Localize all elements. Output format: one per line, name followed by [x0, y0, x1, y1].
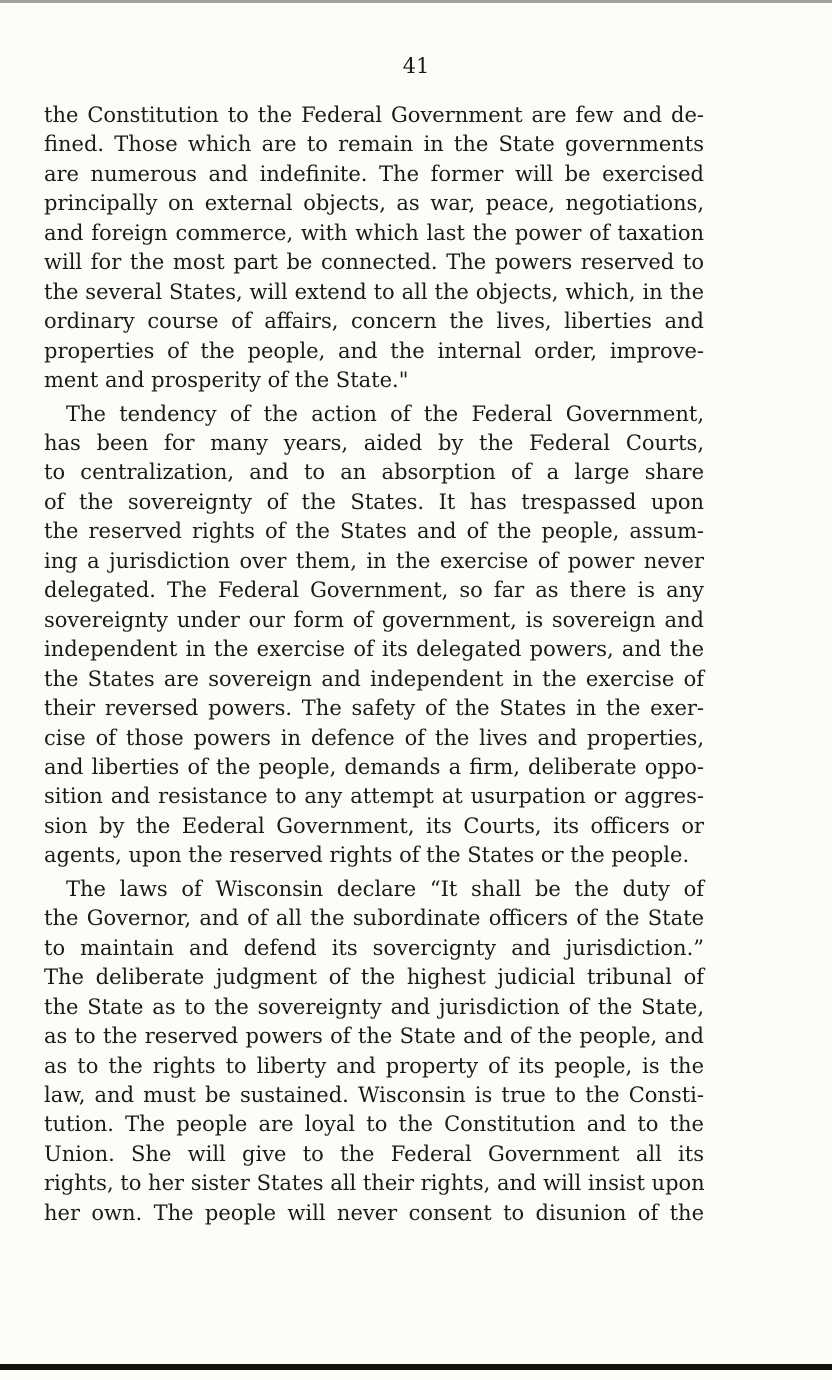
text-line: The laws of Wisconsin declare “It shall be the duty of [66, 876, 704, 901]
text-line: the Governor, and of all the subordinate officers of the State [44, 906, 704, 931]
text-line: The tendency of the action of the Federal Government, [66, 401, 704, 426]
text-line: cise of those powers in defence of the lives and properties, [44, 725, 704, 750]
text-line: ing a jurisdiction over them, in the exercise of power never [44, 548, 704, 573]
paragraph-3 [44, 875, 704, 1228]
text-line: properties of the people, and the internal order, improve- [44, 338, 704, 363]
text-line: her own. The people will never consent to disunion of the [44, 1200, 704, 1225]
text-line: the States are sovereign and independent in the exercise of [44, 666, 704, 691]
text-line: sovereignty under our form of government, is sovereign and [44, 607, 704, 632]
text-line: sion by the Eederal Government, its Courts, its officers or [44, 813, 704, 838]
text-line: as to the reserved powers of the State and of the people, and [44, 1024, 704, 1049]
text-line: independent in the exercise of its delegated powers, and the [44, 637, 704, 662]
page-number: 41 [402, 54, 430, 78]
text-line: and liberties of the people, demands a firm, deliberate oppo- [44, 754, 704, 779]
text-line: Union. She will give to the Federal Government all its [44, 1141, 704, 1166]
paragraph-2 [44, 400, 704, 871]
text-line: to maintain and defend its sovercignty and jurisdiction.” [44, 935, 704, 960]
text-line: the several States, will extend to all the objects, which, in the [44, 279, 704, 304]
text-line: ordinary course of affairs, concern the lives, liberties and [44, 309, 704, 334]
text-line: tution. The people are loyal to the Constitution and to the [44, 1112, 704, 1137]
body-text [44, 101, 704, 1228]
text-line: delegated. The Federal Government, so far as there is any [44, 578, 704, 603]
text-line: to centralization, and to an absorption of a large share [44, 460, 704, 485]
text-line: agents, upon the reserved rights of the States or the people. [44, 843, 690, 868]
text-line: fined. Those which are to remain in the State governments [44, 132, 704, 157]
text-line: and foreign commerce, with which last the power of taxation [44, 220, 704, 245]
text-line: as to the rights to liberty and property of its people, is the [44, 1053, 704, 1078]
text-line: principally on external objects, as war, peace, negotiations, [44, 191, 704, 216]
text-line: sition and resistance to any attempt at usurpation or aggres- [44, 784, 704, 809]
paragraph-1 [44, 101, 704, 396]
text-line: The deliberate judgment of the highest judicial tribunal of [44, 965, 704, 990]
text-line: of the sovereignty of the States. It has trespassed upon [44, 489, 704, 514]
text-line: the reserved rights of the States and of the people, assum- [44, 519, 704, 544]
top-border-rule [0, 0, 832, 3]
text-line: are numerous and indefinite. The former will be exercised [44, 161, 704, 186]
text-line: will for the most part be connected. The powers reserved to [44, 250, 704, 275]
bottom-border-rule [0, 1364, 832, 1370]
text-line: rights, to her sister States all their rights, and will insist upon [44, 1171, 705, 1196]
text-line: the Constitution to the Federal Government are few and de- [44, 103, 704, 127]
text-line: law, and must be sustained. Wisconsin is true to the Consti- [44, 1082, 704, 1107]
text-line: has been for many years, aided by the Federal Courts, [44, 430, 704, 455]
text-line: ment and prosperity of the State." [44, 368, 409, 393]
text-line: the State as to the sovereignty and jurisdiction of the State, [44, 994, 704, 1019]
text-line: their reversed powers. The safety of the States in the exer- [44, 696, 704, 721]
